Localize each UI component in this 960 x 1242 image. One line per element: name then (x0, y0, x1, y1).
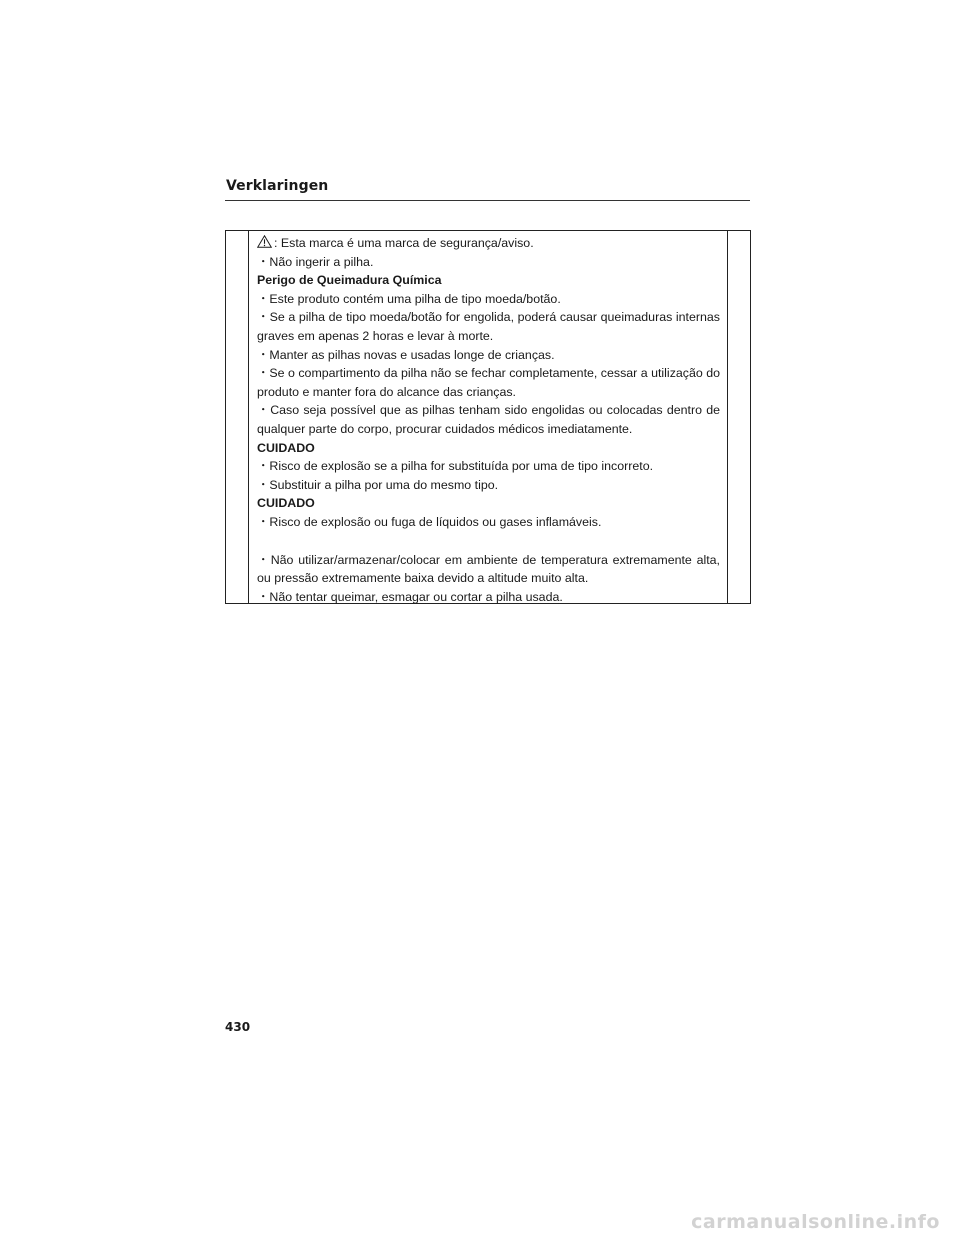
warning-line: ・Se a pilha de tipo moeda/botão for engolida, poderá causar queimaduras internas graves em apenas 2 horas e levar à morte. (257, 310, 720, 343)
warning-line: ・Este produto contém uma pilha de tipo moeda/botão. (257, 291, 561, 306)
warning-triangle-icon (257, 235, 272, 248)
warning-line: ・Não ingerir a pilha. (257, 254, 374, 269)
section-header (225, 178, 750, 201)
warning-line: ・Risco de explosão se a pilha for substituída por uma de tipo incorreto. (257, 459, 654, 474)
warning-heading: CUIDADO (257, 440, 315, 455)
right-margin-column (727, 231, 750, 603)
warning-line: ・Se o compartimento da pilha não se fechar completamente, cessar a utilização do produto e manter fora do alcance das crianças. (257, 366, 720, 399)
section-title: Verklaringen (226, 178, 329, 194)
warning-box (225, 230, 751, 604)
warning-content (257, 234, 720, 606)
warning-line: ・Substituir a pilha por uma do mesmo tipo. (257, 477, 499, 492)
warning-heading: Perigo de Queimadura Química (257, 273, 442, 288)
warning-line: ・Não tentar queimar, esmagar ou cortar a pilha usada. (257, 589, 563, 604)
left-margin-column (226, 231, 249, 603)
warning-line: ・Risco de explosão ou fuga de líquidos ou gases inflamáveis. (257, 514, 602, 529)
warning-heading: CUIDADO (257, 496, 315, 511)
warning-lines (257, 253, 720, 607)
warning-line: ・Não utilizar/armazenar/colocar em ambiente de temperatura extremamente alta, ou pressão extremamente baixa devido a altitude muito alta. (257, 552, 720, 586)
watermark-text: carmanualsonline.info (691, 1211, 940, 1233)
warning-line: ・Manter as pilhas novas e usadas longe de crianças. (257, 347, 555, 362)
warning-line: ・Caso seja possível que as pilhas tenham sido engolidas ou colocadas dentro de qualquer parte do corpo, procurar cuidados médicos imediatamente. (257, 403, 720, 436)
warning-intro-line (257, 234, 720, 253)
warning-intro-text: : Esta marca é uma marca de segurança/aviso. (274, 236, 534, 250)
blank-line (257, 532, 720, 551)
page-number: 430 (225, 1020, 251, 1034)
